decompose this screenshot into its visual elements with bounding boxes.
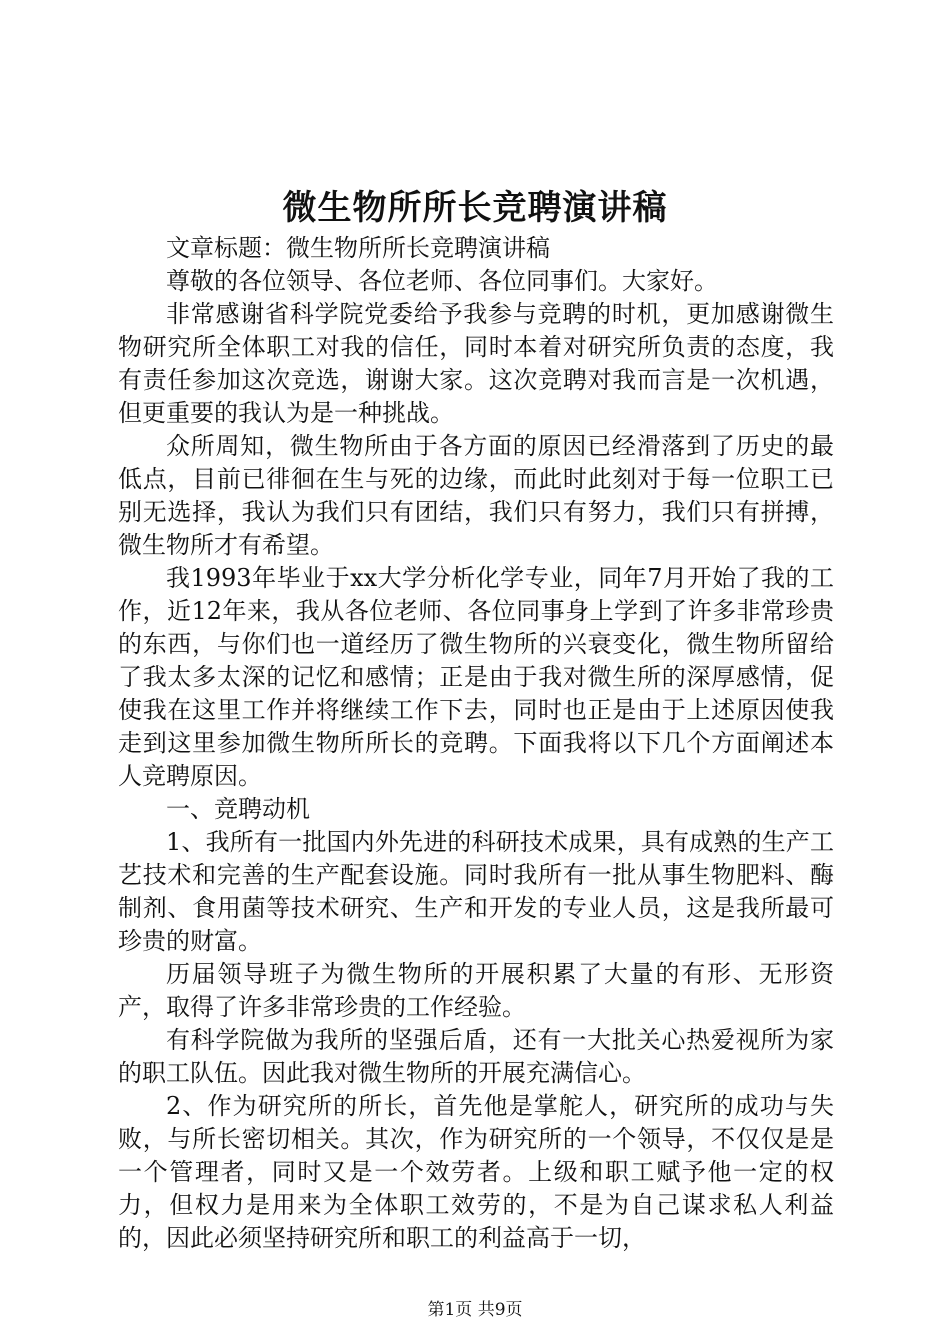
- page-footer: 第1页 共9页: [427, 1300, 523, 1320]
- document-body: [118, 232, 834, 1255]
- page-title: 微生物所所长竞聘演讲稿: [282, 188, 668, 228]
- greeting-paragraph: 尊敬的各位领导、各位老师、各位同事们。大家好。: [166, 267, 718, 295]
- article-title-line: 文章标题：微生物所所长竞聘演讲稿: [166, 234, 550, 262]
- body-paragraph: 1、我所有一批国内外先进的科研技术成果，具有成熟的生产工艺技术和完善的生产配套设施。同时我所有一批从事生物肥料、酶制剂、食用菌等技术研究、生产和开发的专业人员，这是我所最可珍贵的财富。: [118, 828, 834, 955]
- body-paragraph: 2、作为研究所的所长，首先他是掌舵人，研究所的成功与失败，与所长密切相关。其次，作为研究所的一个领导，不仅仅是是一个管理者，同时又是一个效劳者。上级和职工赋予他一定的权力，但权力是用来为全体职工效劳的，不是为自己谋求私人利益的，因此必须坚持研究所和职工的利益高于一切，: [118, 1092, 834, 1252]
- section-heading: 一、竞聘动机: [166, 795, 310, 823]
- body-paragraph: 我1993年毕业于xx大学分析化学专业，同年7月开始了我的工作，近12年来，我从各位老师、各位同事身上学到了许多非常珍贵的东西，与你们也一道经历了微生物所的兴衰变化，微生物所留给了我太多太深的记忆和感情；正是由于我对微生所的深厚感情，促使我在这里工作并将继续工作下去，同时也正是由于上述原因使我走到这里参加微生物所所长的竞聘。下面我将以下几个方面阐述本人竞聘原因。: [118, 564, 834, 790]
- body-paragraph: 众所周知，微生物所由于各方面的原因已经滑落到了历史的最低点，目前已徘徊在生与死的边缘，而此时此刻对于每一位职工已别无选择，我认为我们只有团结，我们只有努力，我们只有拼搏，微生物所才有希望。: [118, 432, 834, 559]
- body-paragraph: 非常感谢省科学院党委给予我参与竞聘的时机，更加感谢微生物研究所全体职工对我的信任，同时本着对研究所负责的态度，我有责任参加这次竞选，谢谢大家。这次竞聘对我而言是一次机遇，但更重要的我认为是一种挑战。: [118, 300, 834, 427]
- body-paragraph: 历届领导班子为微生物所的开展积累了大量的有形、无形资产，取得了许多非常珍贵的工作经验。: [118, 960, 834, 1021]
- body-paragraph: 有科学院做为我所的坚强后盾，还有一大批关心热爱视所为家的职工队伍。因此我对微生物所的开展充满信心。: [118, 1026, 834, 1087]
